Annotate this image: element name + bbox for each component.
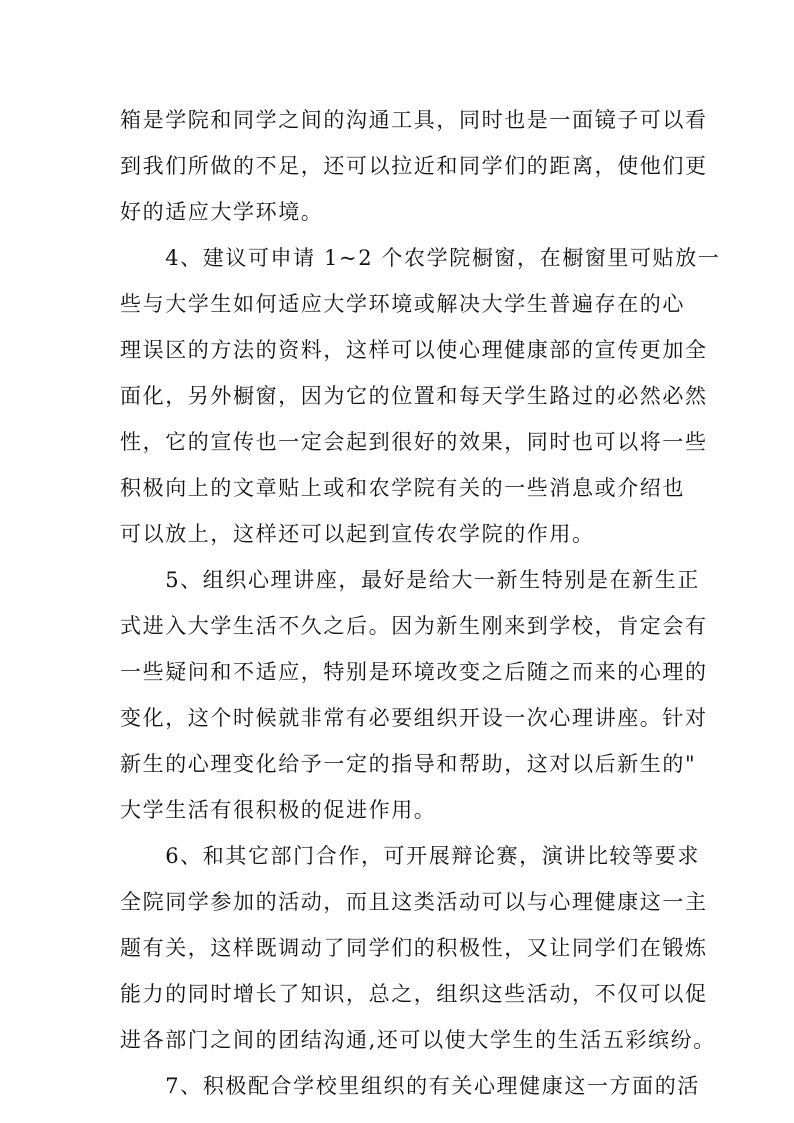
text-line: 4、建议可申请 1~2 个农学院橱窗，在橱窗里可贴放一 [120, 246, 721, 270]
text-line: 能力的同时增长了知识，总之，组织这些活动，不仅可以促 [120, 982, 708, 1006]
text-line: 一些疑问和不适应，特别是环境改变之后随之而来的心理的 [120, 660, 708, 684]
text-line: 箱是学院和同学之间的沟通工具，同时也是一面镜子可以看 [120, 108, 708, 132]
paragraph-suggestion-box [120, 97, 708, 235]
text-line: 性，它的宣传也一定会起到很好的效果，同时也可以将一些 [120, 430, 708, 454]
text-line: 全院同学参加的活动，而且这类活动可以与心理健康这一主 [120, 890, 708, 914]
paragraph-item-6 [120, 833, 716, 1063]
document-body [120, 97, 721, 1109]
text-line: 好的适应大学环境。 [120, 200, 324, 224]
text-line: 新生的心理变化给予一定的指导和帮助，这对以后新生的" [120, 752, 697, 776]
text-line: 积极向上的文章贴上或和农学院有关的一些消息或介绍也 [120, 476, 685, 500]
text-line: 面化，另外橱窗，因为它的位置和每天学生路过的必然必然 [120, 384, 708, 408]
paragraph-item-4 [120, 235, 721, 557]
paragraph-item-7 [120, 1063, 700, 1109]
text-line: 7、积极配合学校里组织的有关心理健康这一方面的活 [120, 1074, 700, 1098]
text-line: 进各部门之间的团结沟通,还可以使大学生的生活五彩缤纷。 [120, 1028, 716, 1052]
text-line: 6、和其它部门合作，可开展辩论赛，演讲比较等要求 [120, 844, 700, 868]
text-line: 可以放上，这样还可以起到宣传农学院的作用。 [120, 522, 595, 546]
text-line: 大学生活有很积极的促进作用。 [120, 798, 437, 822]
paragraph-item-5 [120, 557, 708, 833]
text-line: 题有关，这样既调动了同学们的积极性，又让同学们在锻炼 [120, 936, 708, 960]
text-line: 理误区的方法的资料，这样可以使心理健康部的宣传更加全 [120, 338, 708, 362]
text-line: 些与大学生如何适应大学环境或解决大学生普遍存在的心 [120, 292, 685, 316]
text-line: 变化，这个时候就非常有必要组织开设一次心理讲座。针对 [120, 706, 708, 730]
text-line: 式进入大学生活不久之后。因为新生刚来到学校，肯定会有 [120, 614, 708, 638]
text-line: 5、组织心理讲座，最好是给大一新生特别是在新生正 [120, 568, 700, 592]
text-line: 到我们所做的不足，还可以拉近和同学们的距离，使他们更 [120, 154, 708, 178]
